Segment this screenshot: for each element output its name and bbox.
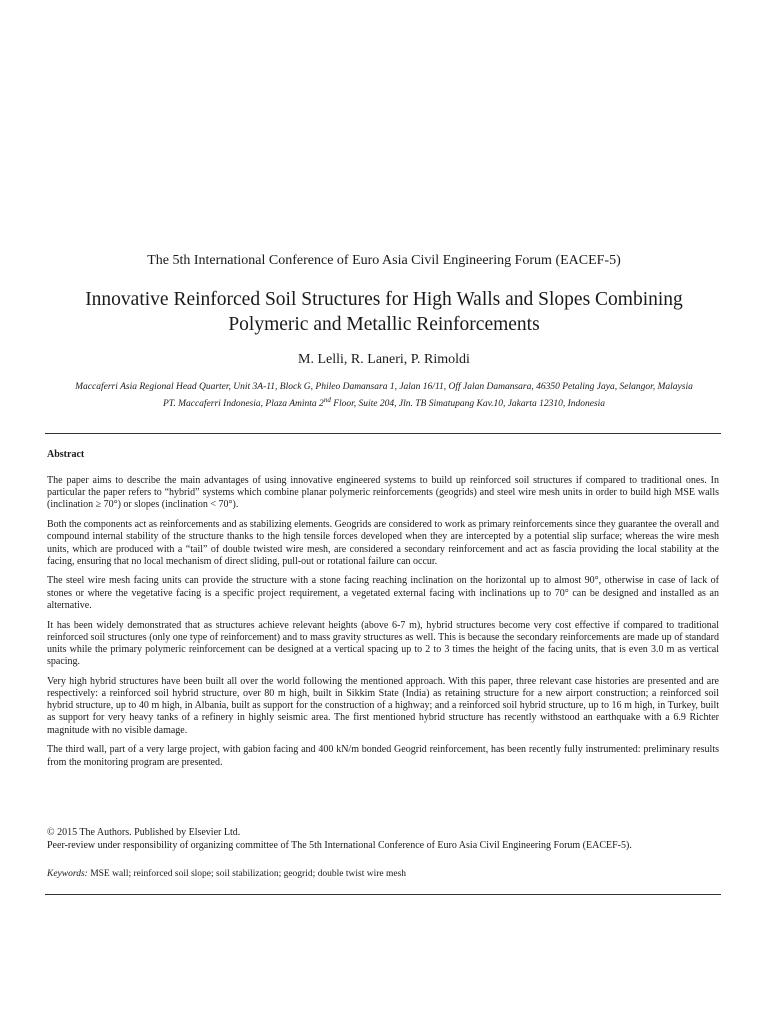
paper-title bbox=[40, 287, 728, 337]
title-line-2: Polymeric and Metallic Reinforcements bbox=[228, 314, 540, 335]
abstract-body bbox=[47, 475, 719, 776]
top-divider bbox=[45, 433, 721, 434]
abstract-paragraph: The paper aims to describe the main advantages of using innovative engineered systems to build up reinforced soil structures if compared to traditional ones. In particular the paper refers to “hybrid” systems which combine planar polymeric reinforcements (geogrids) and steel wire mesh units in order to build high MSE walls (inclination ≥ 70°) or slopes (inclination < 70°). bbox=[47, 475, 719, 511]
copyright-block bbox=[47, 826, 727, 852]
keywords-line bbox=[47, 868, 727, 880]
copyright-line: © 2015 The Authors. Published by Elsevier Ltd. bbox=[47, 827, 241, 838]
affiliation-2-pre: PT. Maccaferri Indonesia, Plaza Aminta 2 bbox=[162, 399, 324, 410]
abstract-heading: Abstract bbox=[47, 449, 85, 460]
abstract-paragraph: Very high hybrid structures have been built all over the world following the mentioned approach. With this paper, three relevant case histories are presented and are respectively: a reinforced soil hybrid structure, over 80 m high, built in Sikkim State (India) as retaining structure for a new airport construction; a reinforced soil hybrid structure, up to 40 m high, in Albania, built as support for the construction of a highway; and a reinforced soil hybrid structure, up to 16 m high, in Turkey, built as support for very heavy tanks of a refinery in highly seismic area. The first mentioned hybrid structure has recently withstood an earthquake with a 6.9 Richter magnitude with no visible damage. bbox=[47, 675, 719, 736]
keywords-label: Keywords: bbox=[47, 869, 88, 879]
title-line-1: Innovative Reinforced Soil Structures for High Walls and Slopes Combining bbox=[85, 289, 683, 310]
abstract-paragraph: The third wall, part of a very large project, with gabion facing and 400 kN/m bonded Geogrid reinforcement, has been recently fully instrumented: preliminary results from the monitoring program are presented. bbox=[47, 744, 719, 768]
affiliation-1: Maccaferri Asia Regional Head Quarter, Unit 3A-11, Block G, Phileo Damansara 1, Jalan 16/11, Off Jalan Damansara, 46350 Petaling Jaya, Selangor, Malaysia bbox=[75, 382, 693, 392]
author-list: M. Lelli, R. Laneri, P. Rimoldi bbox=[298, 352, 470, 367]
abstract-paragraph: It has been widely demonstrated that as structures achieve relevant heights (above 6-7 m), hybrid structures become very cost effective if compared to traditional reinforced soil structures (only one type of reinforcement) and to mass gravity structures as well. This is because the secondary reinforcements are made up of standard units while the primary polymeric reinforcement can be designed at a vertical spacing up to 2 to 3 times the height of the facing units, that is even 3.0 m as vertical spacing. bbox=[47, 619, 719, 668]
abstract-paragraph: The steel wire mesh facing units can provide the structure with a stone facing reaching inclination on the horizontal up to almost 90°, otherwise in case of lack of stones or where the vegetative facing is a specific project requirement, a vegetated external facing with inclinations up to 70° can be designed and installed as an alternative. bbox=[47, 575, 719, 611]
affiliations bbox=[30, 381, 738, 411]
abstract-paragraph: Both the components act as reinforcements and as stabilizing elements. Geogrids are considered to work as primary reinforcements since they guarantee the overall and compound internal stability of the structure thanks to the high tensile forces developed when they are intercepted by a potential slip surface; whereas the wire mesh units, which are produced with a “tail” of double twisted wire mesh, are considered a secondary reinforcement and act as fascia providing the local stability at the facing, ensuring that no local mechanism of direct sliding, pull-out or rotational failure can occur. bbox=[47, 519, 719, 567]
affiliation-2-sup: nd bbox=[323, 396, 331, 404]
affiliation-2 bbox=[30, 394, 738, 411]
conference-name: The 5th International Conference of Euro Asia Civil Engineering Forum (EACEF-5) bbox=[147, 253, 621, 268]
affiliation-2-post: Floor, Suite 204, Jln. TB Simatupang Kav.10, Jakarta 12310, Indonesia bbox=[330, 399, 606, 410]
peer-review-line: Peer-review under responsibility of organizing committee of The 5th International Conference of Euro Asia Civil Engineering Forum (EACEF-5). bbox=[47, 840, 632, 851]
keywords-text: MSE wall; reinforced soil slope; soil stabilization; geogrid; double twist wire mesh bbox=[87, 869, 407, 879]
bottom-divider bbox=[45, 894, 721, 895]
